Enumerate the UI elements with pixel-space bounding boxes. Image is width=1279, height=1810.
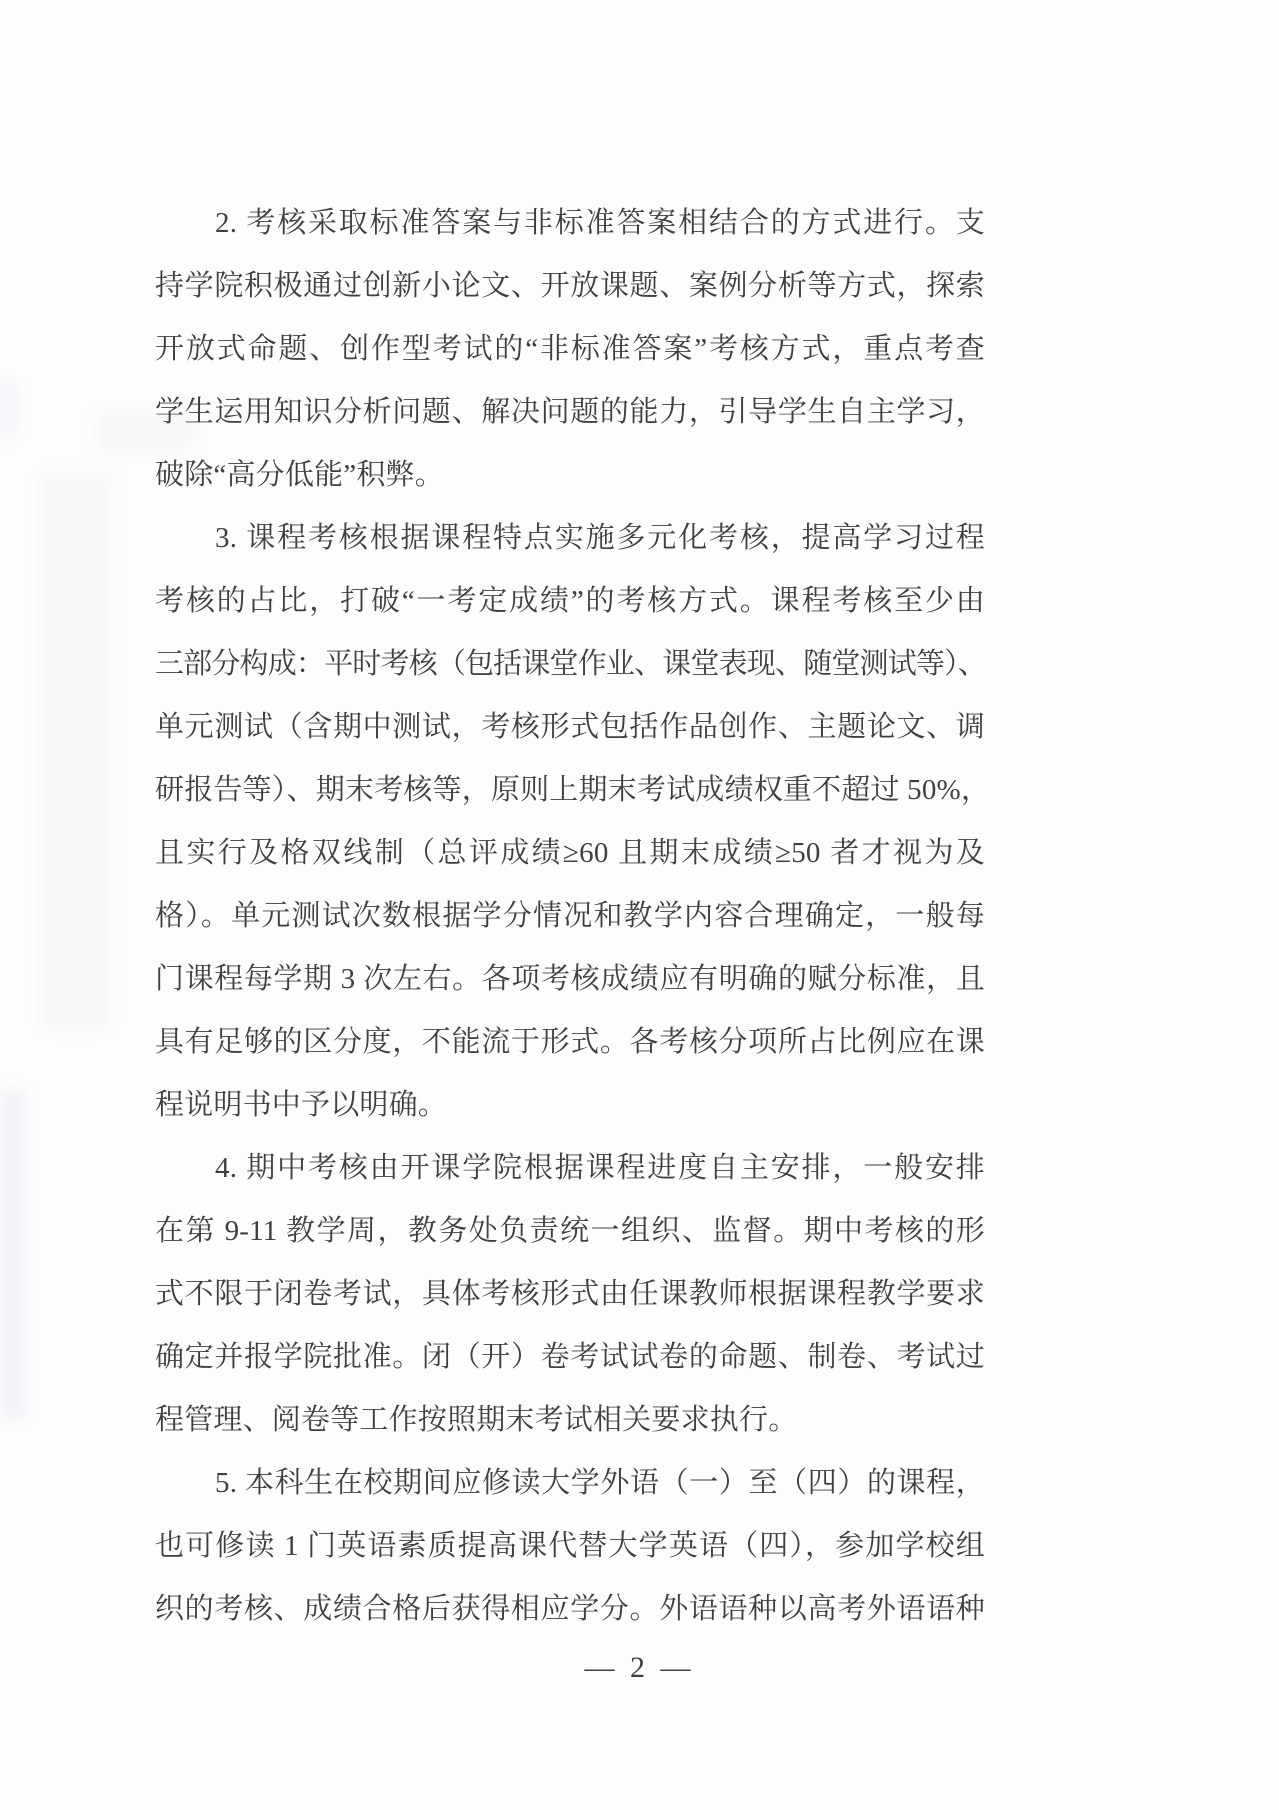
- text-line: 3. 课程考核根据课程特点实施多元化考核，提高学习过程: [215, 522, 985, 554]
- text-line: 2. 考核采取标准答案与非标准答案相结合的方式进行。支: [215, 207, 985, 239]
- text-line: 格）。单元测试次数根据学分情况和教学内容合理确定，一般每: [155, 900, 985, 932]
- text-line: 三部分构成：平时考核（包括课堂作业、课堂表现、随堂测试等）、: [155, 648, 985, 680]
- paragraph-item-3: [155, 507, 991, 1137]
- text-line: 织的考核、成绩合格后获得相应学分。外语语种以高考外语语种: [155, 1593, 985, 1625]
- text-line: 程说明书中予以明确。: [155, 1089, 448, 1121]
- text-line: 考核的占比，打破“一考定成绩”的考核方式。课程考核至少由: [155, 585, 985, 617]
- text-line: 持学院积极通过创新小论文、开放课题、案例分析等方式，探索: [155, 270, 985, 302]
- text-line: 也可修读 1 门英语素质提高课代替大学英语（四），参加学校组: [155, 1530, 985, 1562]
- text-line: 具有足够的区分度，不能流于形式。各考核分项所占比例应在课: [155, 1026, 985, 1058]
- text-line: 研报告等）、期末考核等，原则上期末考试成绩权重不超过 50%，: [155, 774, 991, 806]
- paragraph-item-2: [155, 192, 985, 507]
- text-line: 门课程每学期 3 次左右。各项考核成绩应有明确的赋分标准，且: [155, 963, 985, 995]
- text-line: 开放式命题、创作型考试的“非标准答案”考核方式，重点考查: [155, 333, 985, 365]
- scan-artifact: [0, 380, 16, 440]
- text-line: 4. 期中考核由开课学院根据课程进度自主安排，一般安排: [215, 1152, 985, 1184]
- text-line: 式不限于闭卷考试，具体考核形式由任课教师根据课程教学要求: [155, 1278, 985, 1310]
- text-line: 确定并报学院批准。闭（开）卷考试试卷的命题、制卷、考试过: [155, 1341, 985, 1373]
- text-line: 单元测试（含期中测试，考核形式包括作品创作、主题论文、调: [155, 711, 985, 743]
- page-footer: [0, 1646, 1279, 1690]
- paragraph-item-4: [155, 1137, 985, 1452]
- paragraph-item-5: [155, 1452, 985, 1641]
- scan-artifact: [0, 1090, 26, 1420]
- text-line: 在第 9-11 教学周，教务处负责统一组织、监督。期中考核的形: [155, 1215, 985, 1247]
- text-line: 破除“高分低能”积弊。: [155, 459, 444, 491]
- document-body: [155, 192, 991, 1641]
- scan-artifact: [40, 470, 110, 1030]
- text-line: 且实行及格双线制（总评成绩≥60 且期末成绩≥50 者才视为及: [155, 837, 985, 869]
- text-line: 5. 本科生在校期间应修读大学外语（一）至（四）的课程，: [215, 1467, 985, 1499]
- text-line: 学生运用知识分析问题、解决问题的能力，引导学生自主学习，: [155, 396, 985, 428]
- text-line: 程管理、阅卷等工作按照期末考试相关要求执行。: [155, 1404, 798, 1436]
- page-number: — 2 —: [584, 1651, 695, 1684]
